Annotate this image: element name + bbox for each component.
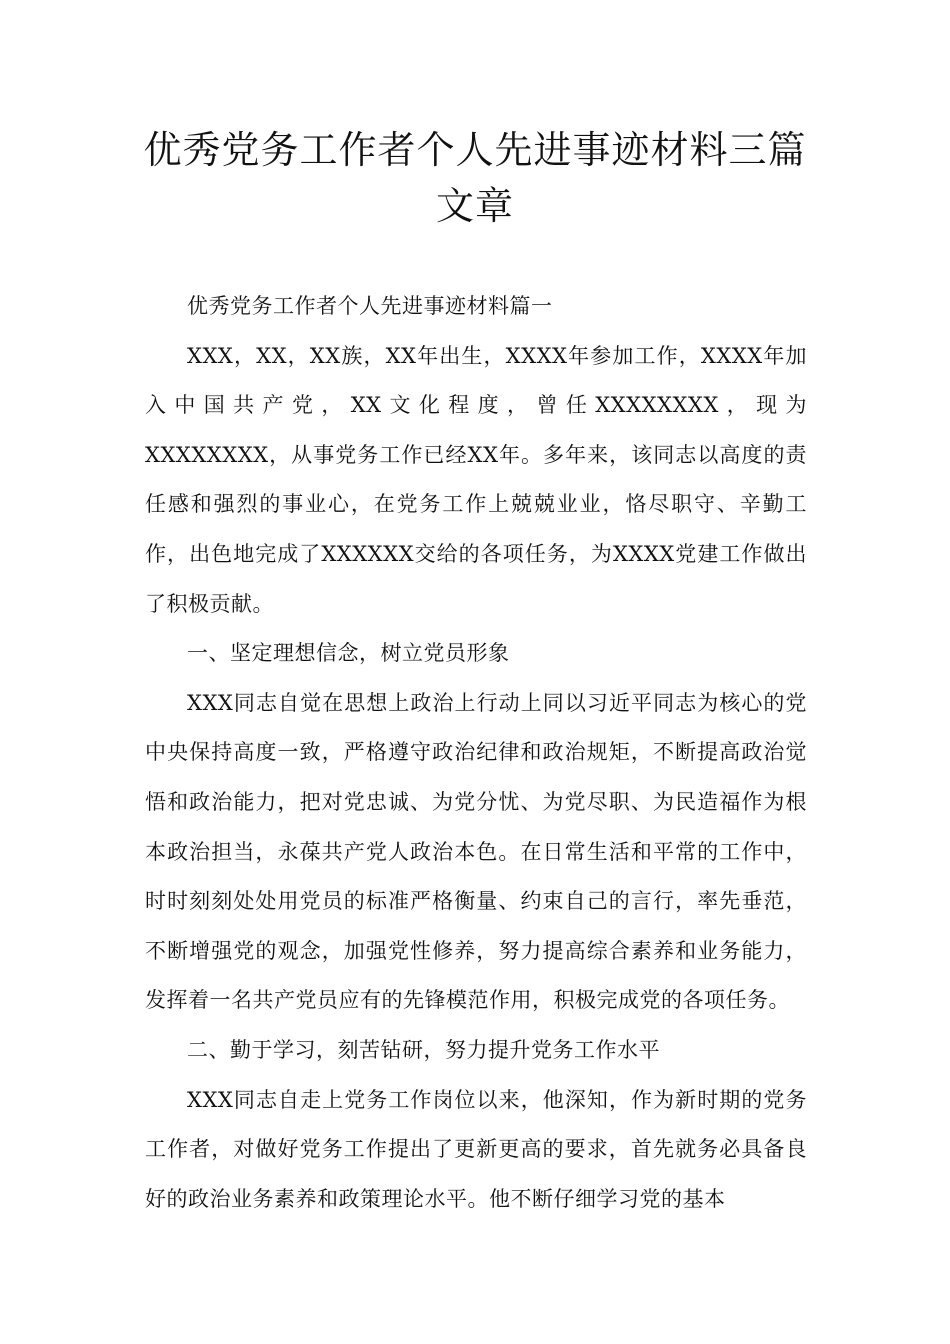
body-paragraph: XXX同志自走上党务工作岗位以来，他深知，作为新时期的党务工作者，对做好党务工作提出了更新更高的要求，首先就务必具备良好的政治业务素养和政策理论水平。他不断仔细学习党的基本 bbox=[145, 1087, 807, 1211]
section-heading: 优秀党务工作者个人先进事迹材料篇一 bbox=[187, 294, 553, 318]
document-title: 优秀党务工作者个人先进事迹材料三篇文章 bbox=[143, 128, 807, 228]
body-paragraph: XXX同志自觉在思想上政治上行动上同以习近平同志为核心的党中央保持高度一致，严格遵守政治纪律和政治规矩，不断提高政治觉悟和政治能力，把对党忠诚、为党分忧、为党尽职、为民造福作为根本政治担当，永葆共产党人政治本色。在日常生活和平常的工作中，时时刻刻处处用党员的标准严格衡量、约束自己的言行，率先垂范，不断增强党的观念，加强党性修养，努力提高综合素养和业务能力，发挥着一名共产党员应有的先锋模范作用，积极完成党的各项任务。 bbox=[145, 690, 807, 1013]
section-heading: 二、勤于学习，刻苦钻研，努力提升党务工作水平 bbox=[187, 1037, 660, 1062]
body-paragraph: XXX，XX，XX族，XX年出生，XXXX年参加工作，XXXX年加入中国共产党，XX文化程度，曾任XXXXXXXX，现为XXXXXXXX，从事党务工作已经XX年。多年来，该同志以高度的责任感和强烈的事业心，在党务工作上兢兢业业，恪尽职守、辛勤工作，出色地完成了XXXXXX交给的各项任务，为XXXX党建工作做出了积极贡献。 bbox=[145, 343, 807, 616]
document-body bbox=[145, 282, 807, 1224]
section-heading: 一、坚定理想信念，树立党员形象 bbox=[187, 641, 510, 666]
